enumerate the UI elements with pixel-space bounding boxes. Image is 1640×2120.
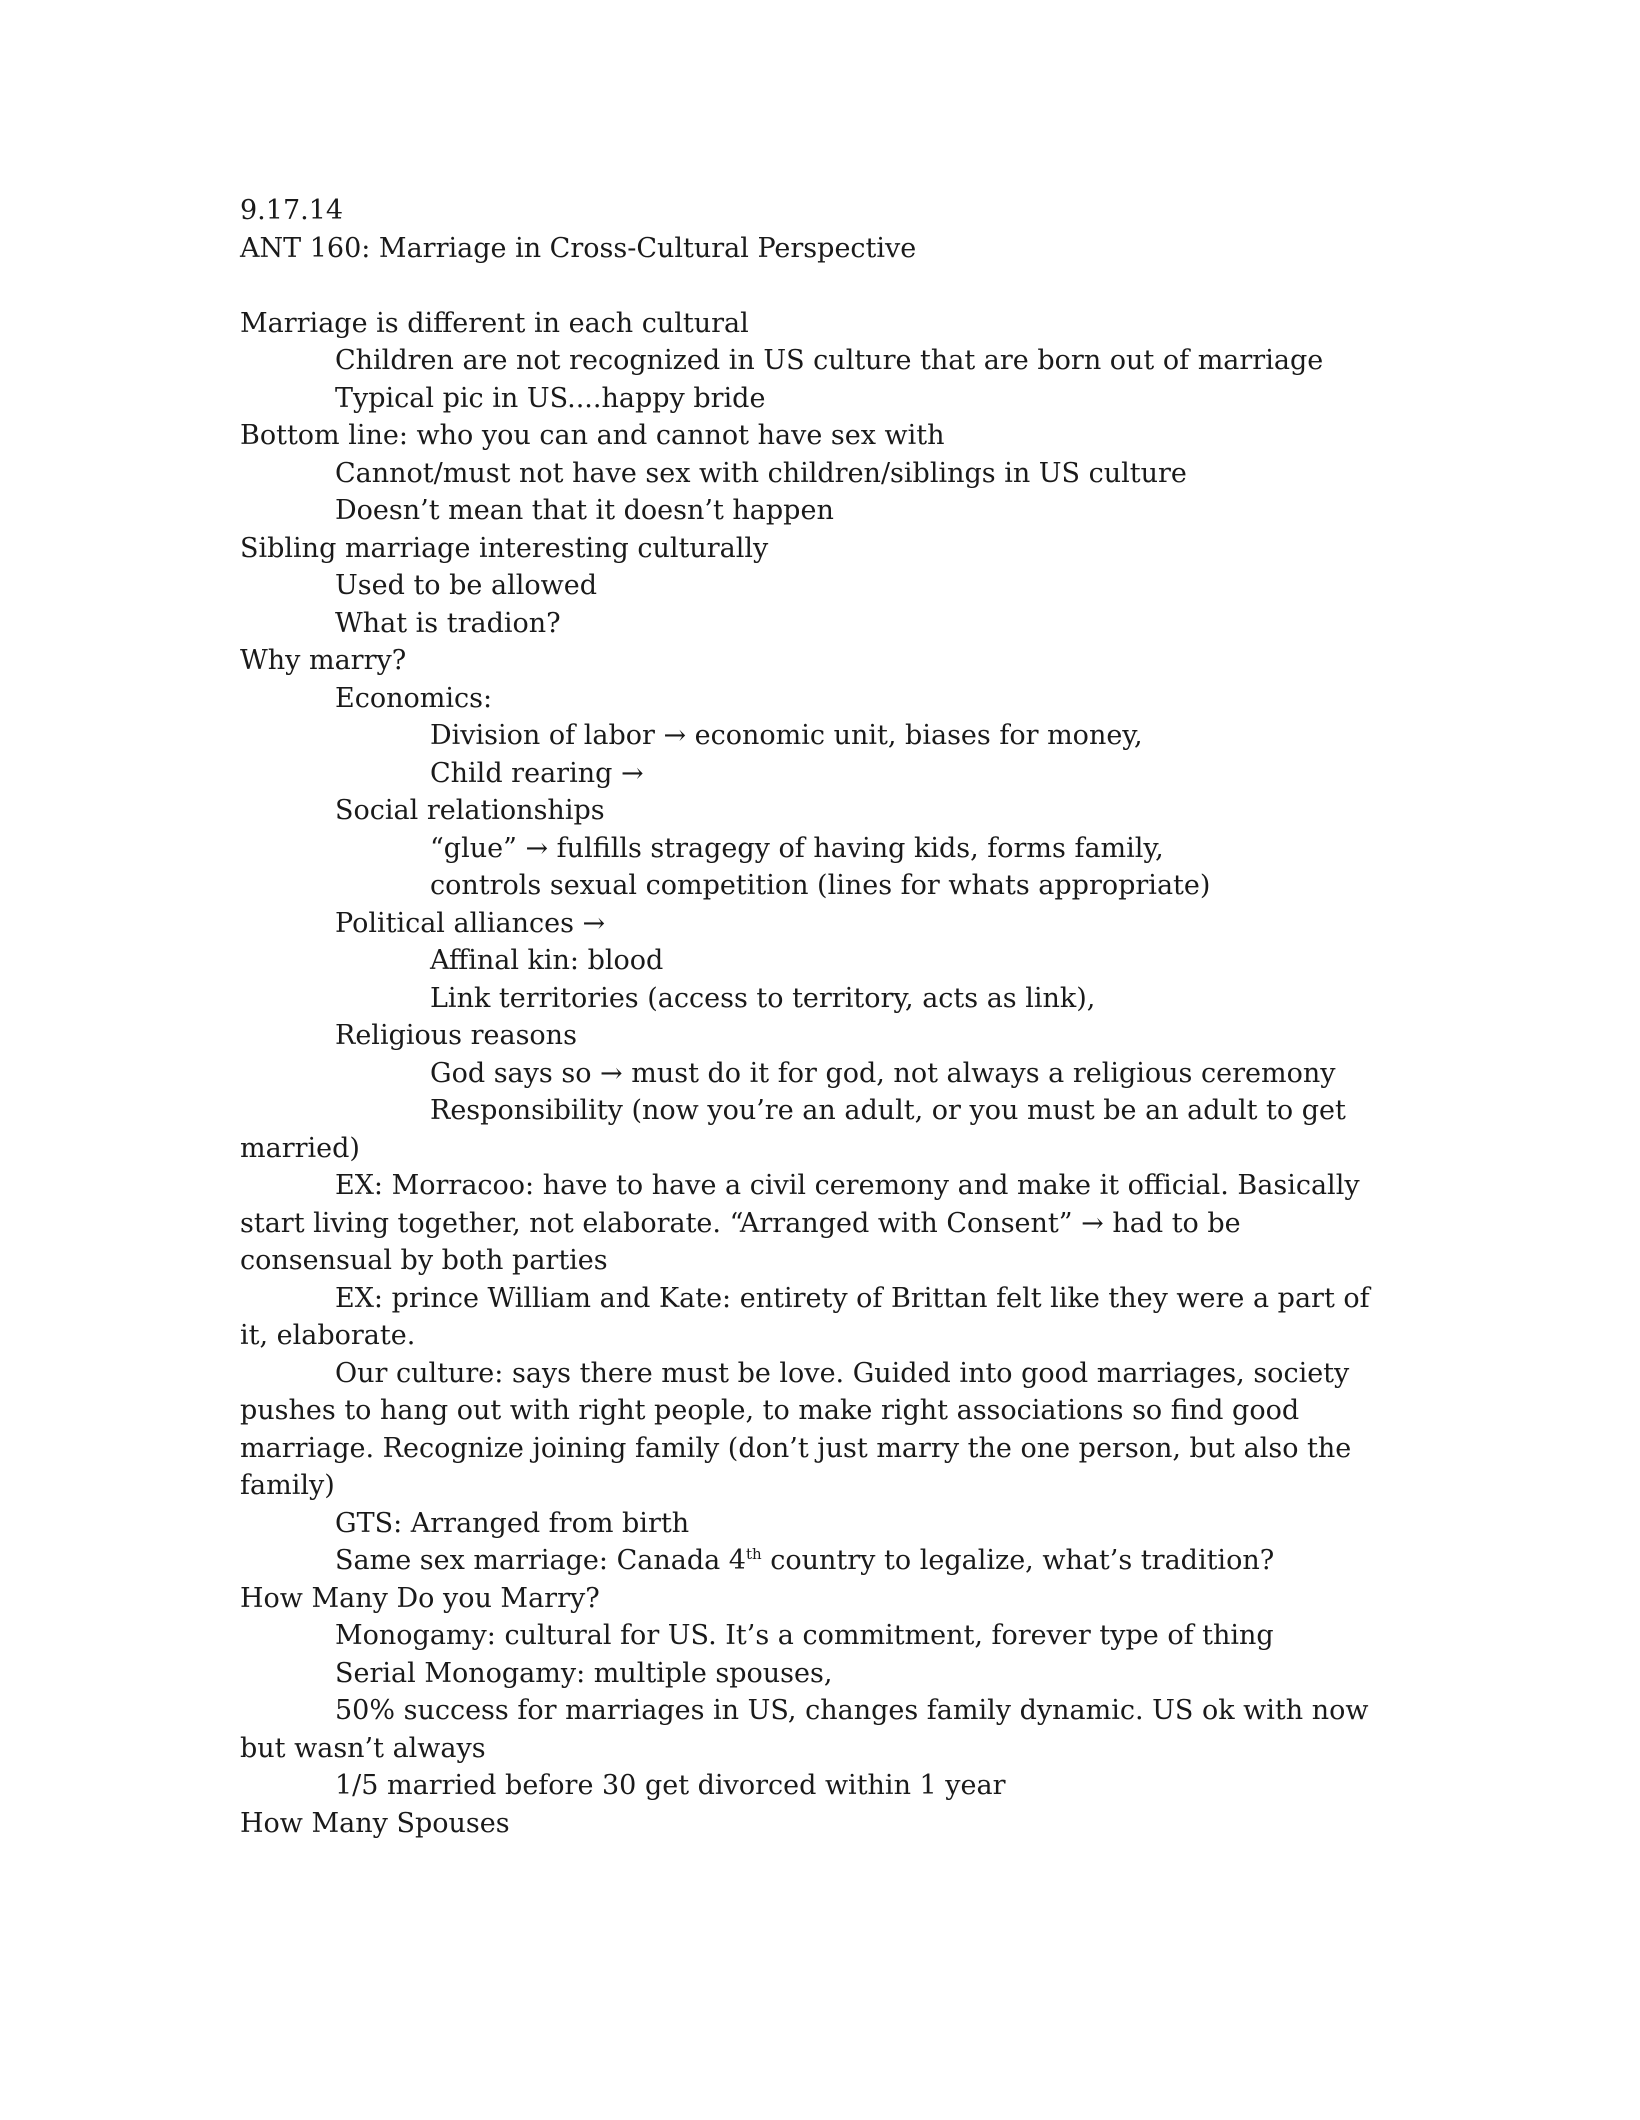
note-line: Serial Monogamy: multiple spouses,: [335, 1657, 833, 1689]
note-line: Doesn’t mean that it doesn’t happen: [335, 495, 834, 526]
note-line: controls sexual competition (lines for whats appropriate): [430, 870, 1211, 901]
note-line: Sibling marriage interesting culturally: [240, 532, 769, 564]
note-line: Used to be allowed: [335, 570, 597, 601]
note-line: Monogamy: cultural for US. It’s a commitment, forever type of thing: [335, 1620, 1274, 1651]
note-paragraph: Our culture: says there must be love. Guided into good marriages, society pushes to hang out with right people, to make right associations so find good marriage. Recognize joining family (don’t just marry the one person, but also the family): [240, 1357, 1352, 1501]
note-line: God says so → must do it for god, not always a religious ceremony: [430, 1057, 1336, 1089]
note-paragraph: 50% success for marriages in US, changes family dynamic. US ok with now but wasn’t always: [240, 1695, 1369, 1764]
note-line: Children are not recognized in US culture that are born out of marriage: [335, 345, 1324, 376]
note-line: married): [240, 1132, 360, 1164]
superscript: th: [745, 1545, 762, 1563]
note-line: Marriage is different in each cultural: [240, 307, 749, 339]
note-text: Same sex marriage: Canada 4: [335, 1545, 746, 1576]
note-paragraph: EX: Morracoo: have to have a civil ceremony and make it official. Basically start living together, not elaborate. “Arranged with Consent” → had to be consensual by both parties: [240, 1170, 1360, 1276]
note-line: Link territories (access to territory, acts as link),: [430, 982, 1096, 1014]
note-line: Bottom line: who you can and cannot have sex with: [240, 420, 945, 451]
note-line: Responsibility (now you’re an adult, or you must be an adult to get: [430, 1095, 1346, 1126]
note-paragraph: EX: prince William and Kate: entirety of Brittan felt like they were a part of it, elaborate.: [240, 1282, 1370, 1351]
note-text: country to legalize, what’s tradition?: [761, 1545, 1275, 1576]
notes-date: 9.17.14: [240, 195, 344, 226]
note-line: Child rearing →: [430, 757, 644, 789]
note-line: Affinal kin: blood: [430, 945, 664, 976]
note-line: GTS: Arranged from birth: [335, 1507, 690, 1539]
note-line: 1/5 married before 30 get divorced within 1 year: [335, 1770, 1006, 1801]
note-line: Cannot/must not have sex with children/siblings in US culture: [335, 457, 1187, 489]
note-line: Social relationships: [335, 795, 605, 826]
note-line: [240, 1542, 1390, 1580]
note-line: Political alliances →: [335, 907, 606, 939]
blank-line: [240, 267, 1390, 305]
note-line: “glue” → fulfills stragegy of having kids, forms family,: [430, 832, 1164, 864]
notes-course-title: ANT 160: Marriage in Cross-Cultural Perspective: [240, 232, 917, 264]
note-line: Religious reasons: [335, 1020, 577, 1051]
note-line: Typical pic in US....happy bride: [335, 382, 766, 414]
note-line: Economics:: [335, 682, 493, 714]
lecture-notes: [240, 192, 1390, 1842]
note-line: How Many Spouses: [240, 1807, 510, 1839]
note-line: What is tradion?: [335, 607, 561, 639]
note-line: Why marry?: [240, 645, 407, 676]
note-line: How Many Do you Marry?: [240, 1582, 600, 1614]
note-line: Division of labor → economic unit, biases for money,: [430, 720, 1143, 751]
